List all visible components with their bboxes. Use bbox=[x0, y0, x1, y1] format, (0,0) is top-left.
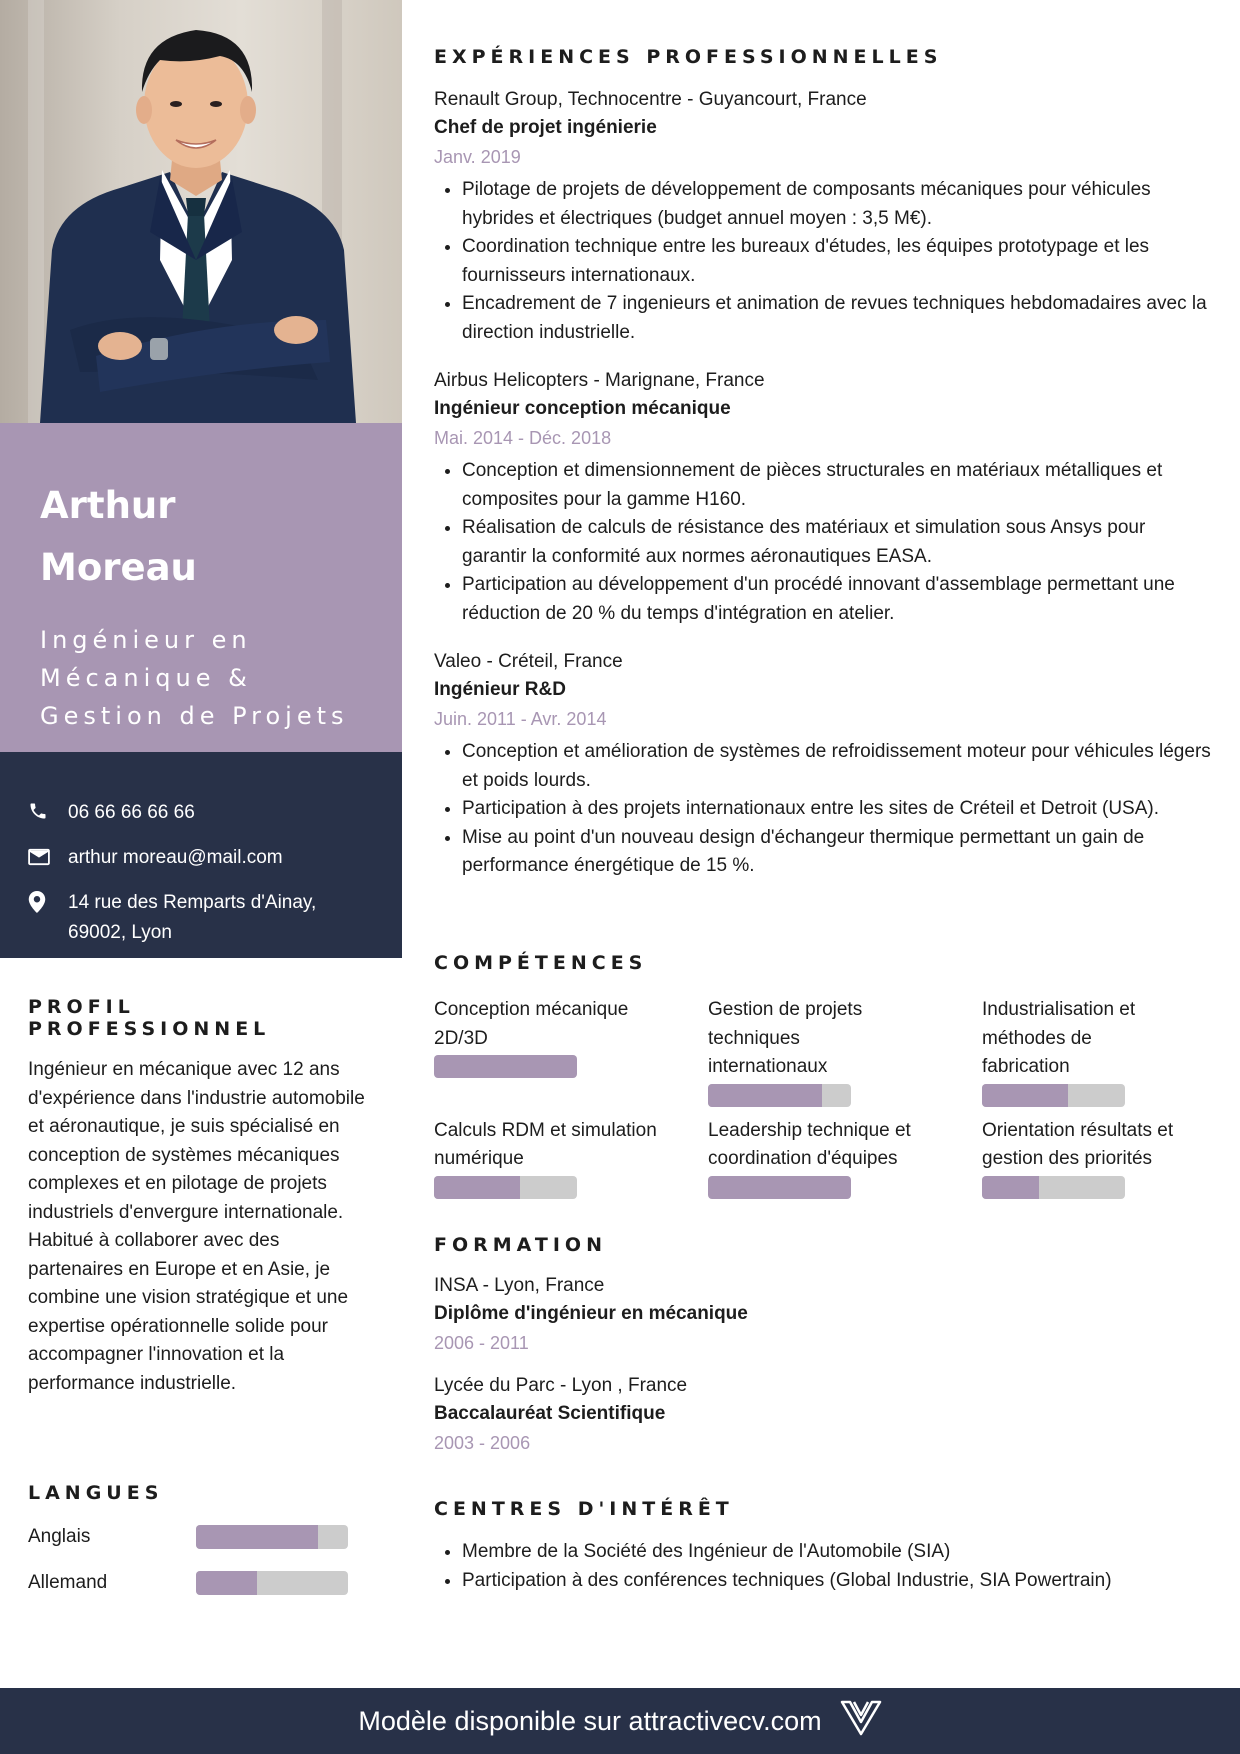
language-level-bar bbox=[196, 1571, 348, 1595]
skill-level-bar bbox=[708, 1176, 851, 1199]
skill-level-bar bbox=[982, 1084, 1125, 1107]
interests-section bbox=[434, 1498, 1112, 1595]
skill-level-bar bbox=[434, 1055, 577, 1078]
interest-item: • Membre de la Société des Ingénieur de l'Automobile (SIA) bbox=[462, 1538, 1112, 1567]
skills-heading: COMPÉTENCES bbox=[434, 952, 648, 974]
level-fill bbox=[434, 1055, 577, 1078]
skill-item bbox=[708, 1117, 982, 1199]
education-heading: FORMATION bbox=[434, 1234, 607, 1256]
interests-heading: CENTRES D'INTÉRÊT bbox=[434, 1498, 734, 1520]
languages-heading: LANGUES bbox=[28, 1482, 164, 1504]
first-name: Arthur bbox=[40, 484, 176, 527]
job-bullet: • Participation au développement d'un procédé innovant d'assemblage permettant une réduction de 20 % du temps d'intégration en atelier. bbox=[462, 571, 1214, 628]
email-text[interactable]: arthur moreau@mail.com bbox=[68, 847, 283, 868]
contact-address bbox=[28, 888, 402, 948]
job-title-line: Mécanique & bbox=[40, 664, 252, 692]
experience-heading: EXPÉRIENCES PROFESSIONNELLES bbox=[434, 46, 943, 68]
education-date: 2003 - 2006 bbox=[434, 1433, 531, 1453]
languages-section bbox=[28, 1482, 368, 1606]
phone-text: 06 66 66 66 66 bbox=[68, 802, 195, 823]
skills-grid bbox=[434, 996, 1214, 1209]
profile-heading: PROFIL PROFESSIONNEL bbox=[28, 996, 271, 1040]
language-name: Anglais bbox=[28, 1526, 91, 1547]
name-block bbox=[0, 423, 402, 752]
profile-photo bbox=[0, 0, 402, 423]
job-title bbox=[40, 621, 380, 735]
language-level-bar bbox=[196, 1525, 348, 1549]
profile-section bbox=[28, 996, 368, 1398]
skills-section bbox=[434, 952, 1214, 1209]
left-column bbox=[0, 0, 402, 1688]
profile-text: Ingénieur en mécanique avec 12 ans d'expérience dans l'industrie automobile et aéronautique, je suis spécialisé en conception de systèmes mécaniques complexes et en pilotage de projets industriels d'envergure internationale. Habitué à collaborer avec des partenaires en Europe et en Asie, je combine une vision stratégique et une expertise opérationnelle solide pour accompagner l'innovation et la performance industrielle. bbox=[28, 1059, 365, 1394]
attractivecv-v-logo-icon bbox=[840, 1700, 882, 1743]
job-bullet: • Pilotage de projets de développement de composants mécaniques pour véhicules hybrides et électriques (budget annuel moyen : 3,5 M€). bbox=[462, 176, 1214, 233]
footer-banner bbox=[0, 1688, 1240, 1754]
skill-item bbox=[982, 1117, 1214, 1199]
skill-level-bar bbox=[982, 1176, 1125, 1199]
skill-level-bar bbox=[708, 1084, 851, 1107]
job-date: Mai. 2014 - Déc. 2018 bbox=[434, 428, 612, 448]
contact-email bbox=[28, 843, 402, 876]
job-date: Juin. 2011 - Avr. 2014 bbox=[434, 709, 607, 729]
level-fill bbox=[708, 1176, 851, 1199]
education-date: 2006 - 2011 bbox=[434, 1333, 529, 1353]
job-role: Ingénieur R&D bbox=[434, 679, 566, 700]
level-fill bbox=[196, 1571, 257, 1595]
experience-section bbox=[434, 46, 1214, 881]
skill-name: Orientation résultats et gestion des priorités bbox=[982, 1119, 1174, 1169]
job-bullet: • Participation à des projets internationaux entre les sites de Créteil et Detroit (USA). bbox=[462, 795, 1214, 824]
job-bullet: • Mise au point d'un nouveau design d'échangeur thermique permettant un gain de performance énergétique de 15 %. bbox=[462, 824, 1214, 881]
job-role: Ingénieur conception mécanique bbox=[434, 398, 731, 419]
phone-icon bbox=[28, 798, 68, 831]
job-bullet: • Encadrement de 7 ingenieurs et animation de revues techniques hebdomadaires avec la direction industrielle. bbox=[462, 290, 1214, 347]
level-fill bbox=[708, 1084, 822, 1107]
job-bullet: • Réalisation de calculs de résistance des matériaux et simulation sous Ansys pour garantir la conformité aux normes aéronautiques EASA. bbox=[462, 514, 1214, 571]
level-fill bbox=[982, 1176, 1039, 1199]
job-company: Renault Group, Technocentre - Guyancourt, France bbox=[434, 89, 867, 110]
skill-item bbox=[434, 996, 708, 1107]
education-school: INSA - Lyon, France bbox=[434, 1275, 605, 1296]
education-section bbox=[434, 1234, 748, 1458]
job-bullet: • Coordination technique entre les bureaux d'études, les équipes prototypage et les fournisseurs internationaux. bbox=[462, 233, 1214, 290]
job-entry bbox=[434, 648, 1214, 881]
skill-name: Conception mécanique 2D/3D bbox=[434, 999, 629, 1049]
job-bullet: • Conception et amélioration de systèmes de refroidissement moteur pour véhicules légers et poids lourds. bbox=[462, 738, 1214, 795]
job-entry bbox=[434, 367, 1214, 628]
job-company: Airbus Helicopters - Marignane, France bbox=[434, 370, 765, 391]
education-entry bbox=[434, 1372, 748, 1458]
contact-phone bbox=[28, 798, 402, 831]
skill-name: Leadership technique et coordination d'équipes bbox=[708, 1119, 911, 1169]
last-name: Moreau bbox=[40, 546, 197, 589]
level-fill bbox=[196, 1525, 318, 1549]
job-role: Chef de projet ingénierie bbox=[434, 117, 657, 138]
job-bullet: • Conception et dimensionnement de pièces structurales en matériaux métalliques et composites pour la gamme H160. bbox=[462, 457, 1214, 514]
address-text: 14 rue des Remparts d'Ainay, 69002, Lyon bbox=[68, 892, 317, 943]
skill-level-bar bbox=[434, 1176, 577, 1199]
education-school: Lycée du Parc - Lyon , France bbox=[434, 1375, 688, 1396]
language-name: Allemand bbox=[28, 1572, 108, 1593]
job-title-line: Ingénieur en bbox=[40, 626, 252, 654]
job-bullets bbox=[434, 457, 1214, 628]
footer-text[interactable]: Modèle disponible sur attractivecv.com bbox=[358, 1705, 822, 1736]
language-row bbox=[28, 1514, 368, 1560]
job-bullets bbox=[434, 738, 1214, 881]
education-degree: Baccalauréat Scientifique bbox=[434, 1403, 666, 1424]
education-entry bbox=[434, 1272, 748, 1358]
skill-name: Industrialisation et méthodes de fabrication bbox=[982, 999, 1136, 1077]
skill-item bbox=[982, 996, 1214, 1107]
mail-icon bbox=[28, 843, 68, 876]
education-degree: Diplôme d'ingénieur en mécanique bbox=[434, 1303, 748, 1324]
skill-name: Gestion de projets techniques internationaux bbox=[708, 999, 863, 1077]
skill-item bbox=[434, 1117, 708, 1199]
level-fill bbox=[434, 1176, 520, 1199]
interests-list bbox=[434, 1538, 1112, 1595]
level-fill bbox=[982, 1084, 1068, 1107]
skill-item bbox=[708, 996, 982, 1107]
job-title-line: Gestion de Projets bbox=[40, 702, 349, 730]
job-company: Valeo - Créteil, France bbox=[434, 651, 623, 672]
job-date: Janv. 2019 bbox=[434, 147, 521, 167]
job-bullets bbox=[434, 176, 1214, 347]
language-row bbox=[28, 1560, 368, 1606]
location-pin-icon bbox=[28, 888, 68, 923]
contact-block bbox=[0, 752, 402, 958]
interest-item: • Participation à des conférences techniques (Global Industrie, SIA Powertrain) bbox=[462, 1567, 1112, 1596]
job-entry bbox=[434, 86, 1214, 347]
skill-name: Calculs RDM et simulation numérique bbox=[434, 1119, 657, 1169]
